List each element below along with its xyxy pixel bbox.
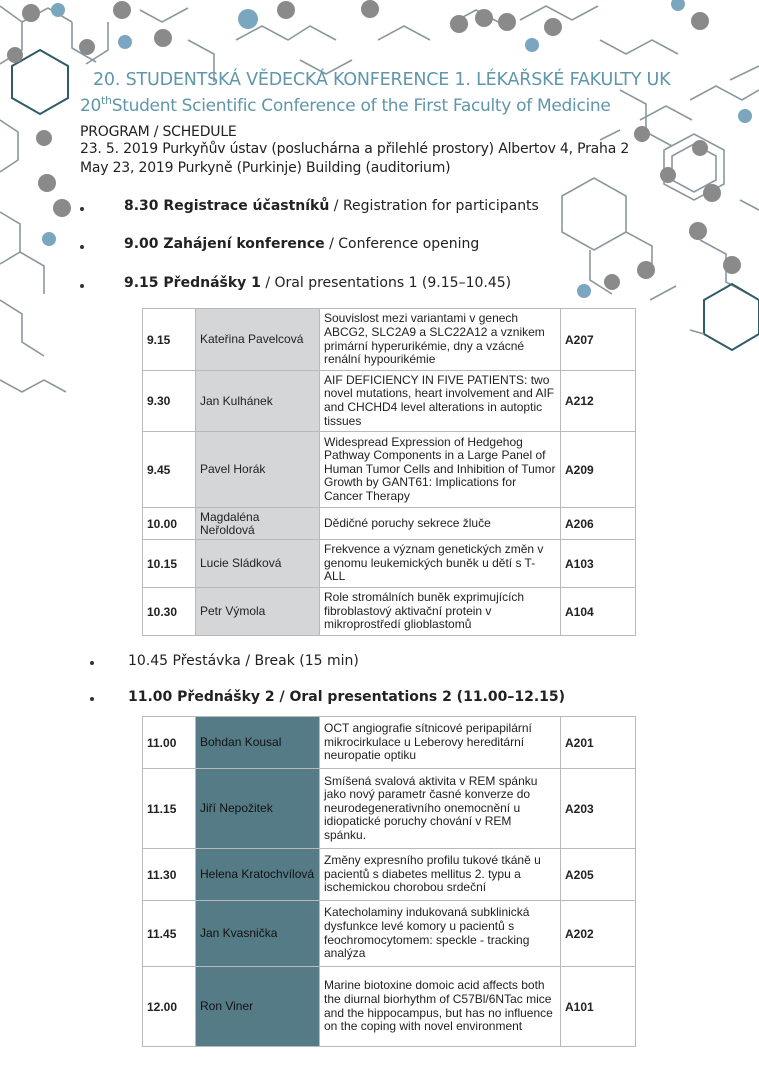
opening-bold: 9.00 Zahájení konference bbox=[124, 236, 325, 252]
break-text: 10.45 Přestávka / Break (15 min) bbox=[128, 653, 359, 669]
talk-time: 12.00 bbox=[143, 967, 196, 1047]
talk-title: Frekvence a význam genetických změn v genomu leukemických buněk u dětí s T-ALL bbox=[320, 540, 561, 588]
talk-title: Role stromálních buněk exprimujících fibroblastový aktivační protein v mikroprostředí glioblastomů bbox=[320, 588, 561, 636]
conference-title-en bbox=[80, 94, 611, 116]
speaker-name: Kateřina Pavelcová bbox=[196, 309, 320, 371]
table-row bbox=[143, 432, 636, 508]
speaker-name: Ron Viner bbox=[196, 967, 320, 1047]
talk-title: Dědičné poruchy sekrece žluče bbox=[320, 508, 561, 540]
title-en-ordinal-suffix: th bbox=[101, 94, 112, 107]
speaker-name: Magdaléna Neřoldová bbox=[196, 508, 320, 540]
speaker-name: Jan Kvasnička bbox=[196, 901, 320, 967]
talk-time: 10.00 bbox=[143, 508, 196, 540]
talk-title: Katecholaminy indukovaná subklinická dysfunkce levé komory u pacientů s feochromocytomem: speckle - tracking analýza bbox=[320, 901, 561, 967]
speaker-name: Pavel Horák bbox=[196, 432, 320, 508]
talk-title: Smíšená svalová aktivita v REM spánku jako nový parametr časné konverze do neurodegenerativního onemocnění u idiopatické poruchy chování v REM spánku. bbox=[320, 769, 561, 849]
table-row bbox=[143, 540, 636, 588]
program-label: PROGRAM / SCHEDULE bbox=[80, 124, 237, 140]
talk-time: 9.45 bbox=[143, 432, 196, 508]
table-row bbox=[143, 849, 636, 901]
registration-rest: / Registration for participants bbox=[329, 198, 539, 214]
date-venue-en: May 23, 2019 Purkyně (Purkinje) Building (auditorium) bbox=[80, 160, 451, 176]
talk-title: Souvislost mezi variantami v genech ABCG2, SLC2A9 a SLC22A12 a vznikem primární hyperurikémie, dny a vzácné renální hypourikémie bbox=[320, 309, 561, 371]
room-code: A212 bbox=[561, 371, 636, 432]
room-code: A206 bbox=[561, 508, 636, 540]
registration-bold: 8.30 Registrace účastníků bbox=[124, 198, 330, 214]
bullet-dot bbox=[90, 697, 94, 701]
talk-time: 10.30 bbox=[143, 588, 196, 636]
speaker-name: Jiří Nepožitek bbox=[196, 769, 320, 849]
speaker-name: Jan Kulhánek bbox=[196, 371, 320, 432]
table-row bbox=[143, 588, 636, 636]
table-row bbox=[143, 769, 636, 849]
table-row bbox=[143, 901, 636, 967]
room-code: A104 bbox=[561, 588, 636, 636]
room-code: A202 bbox=[561, 901, 636, 967]
talk-title: OCT angiografie sítnicové peripapilární mikrocirkulace u Leberovy hereditární neuropatie optiku bbox=[320, 717, 561, 769]
opening-rest: / Conference opening bbox=[324, 236, 480, 252]
talk-title: Widespread Expression of Hedgehog Pathway Components in a Large Panel of Human Tumor Cells and Inhibition of Tumor Growth by GANT61: Implications for Cancer Therapy bbox=[320, 432, 561, 508]
table-row bbox=[143, 309, 636, 371]
room-code: A209 bbox=[561, 432, 636, 508]
conference-title-cz: 20. STUDENTSKÁ VĚDECKÁ KONFERENCE 1. LÉKAŘSKÉ FAKULTY UK bbox=[93, 70, 671, 90]
talk-title: AIF DEFICIENCY IN FIVE PATIENTS: two novel mutations, heart involvement and AIF and CHCHD4 level alterations in autoptic tissues bbox=[320, 371, 561, 432]
room-code: A203 bbox=[561, 769, 636, 849]
talk-time: 9.30 bbox=[143, 371, 196, 432]
bullet-dot bbox=[90, 661, 94, 665]
table-row bbox=[143, 508, 636, 540]
speaker-name: Lucie Sládková bbox=[196, 540, 320, 588]
talk-time: 10.15 bbox=[143, 540, 196, 588]
bullet-dot bbox=[80, 207, 84, 211]
speaker-name: Helena Kratochvílová bbox=[196, 849, 320, 901]
room-code: A201 bbox=[561, 717, 636, 769]
session1-table bbox=[142, 308, 636, 636]
room-code: A101 bbox=[561, 967, 636, 1047]
talk-time: 11.00 bbox=[143, 717, 196, 769]
speaker-name: Petr Výmola bbox=[196, 588, 320, 636]
oral1-bold: 9.15 Přednášky 1 bbox=[124, 275, 261, 291]
table-row bbox=[143, 967, 636, 1047]
room-code: A205 bbox=[561, 849, 636, 901]
speaker-name: Bohdan Kousal bbox=[196, 717, 320, 769]
oral1-rest: / Oral presentations 1 (9.15–10.45) bbox=[260, 275, 512, 291]
title-en-text: Student Scientific Conference of the First Faculty of Medicine bbox=[111, 96, 611, 116]
bullet-dot bbox=[80, 245, 84, 249]
room-code: A103 bbox=[561, 540, 636, 588]
talk-time: 11.15 bbox=[143, 769, 196, 849]
talk-title: Marine biotoxine domoic acid affects both the diurnal biorhythm of C57Bl/6NTac mice and the hippocampus, but has no influence on the coping with novel environment bbox=[320, 967, 561, 1047]
talk-title: Změny expresního profilu tukové tkáně u pacientů s diabetes mellitus 2. typu a ischemickou chorobou srdeční bbox=[320, 849, 561, 901]
room-code: A207 bbox=[561, 309, 636, 371]
table-row bbox=[143, 717, 636, 769]
bullet-dot bbox=[80, 284, 84, 288]
talk-time: 9.15 bbox=[143, 309, 196, 371]
table-row bbox=[143, 371, 636, 432]
session2-table bbox=[142, 716, 636, 1047]
talk-time: 11.30 bbox=[143, 849, 196, 901]
oral2-bold: 11.00 Přednášky 2 / Oral presentations 2 (11.00–12.15) bbox=[128, 689, 566, 705]
title-en-number: 20 bbox=[80, 96, 102, 116]
talk-time: 11.45 bbox=[143, 901, 196, 967]
date-venue-cz: 23. 5. 2019 Purkyňův ústav (posluchárna a přilehlé prostory) Albertov 4, Praha 2 bbox=[80, 141, 630, 157]
